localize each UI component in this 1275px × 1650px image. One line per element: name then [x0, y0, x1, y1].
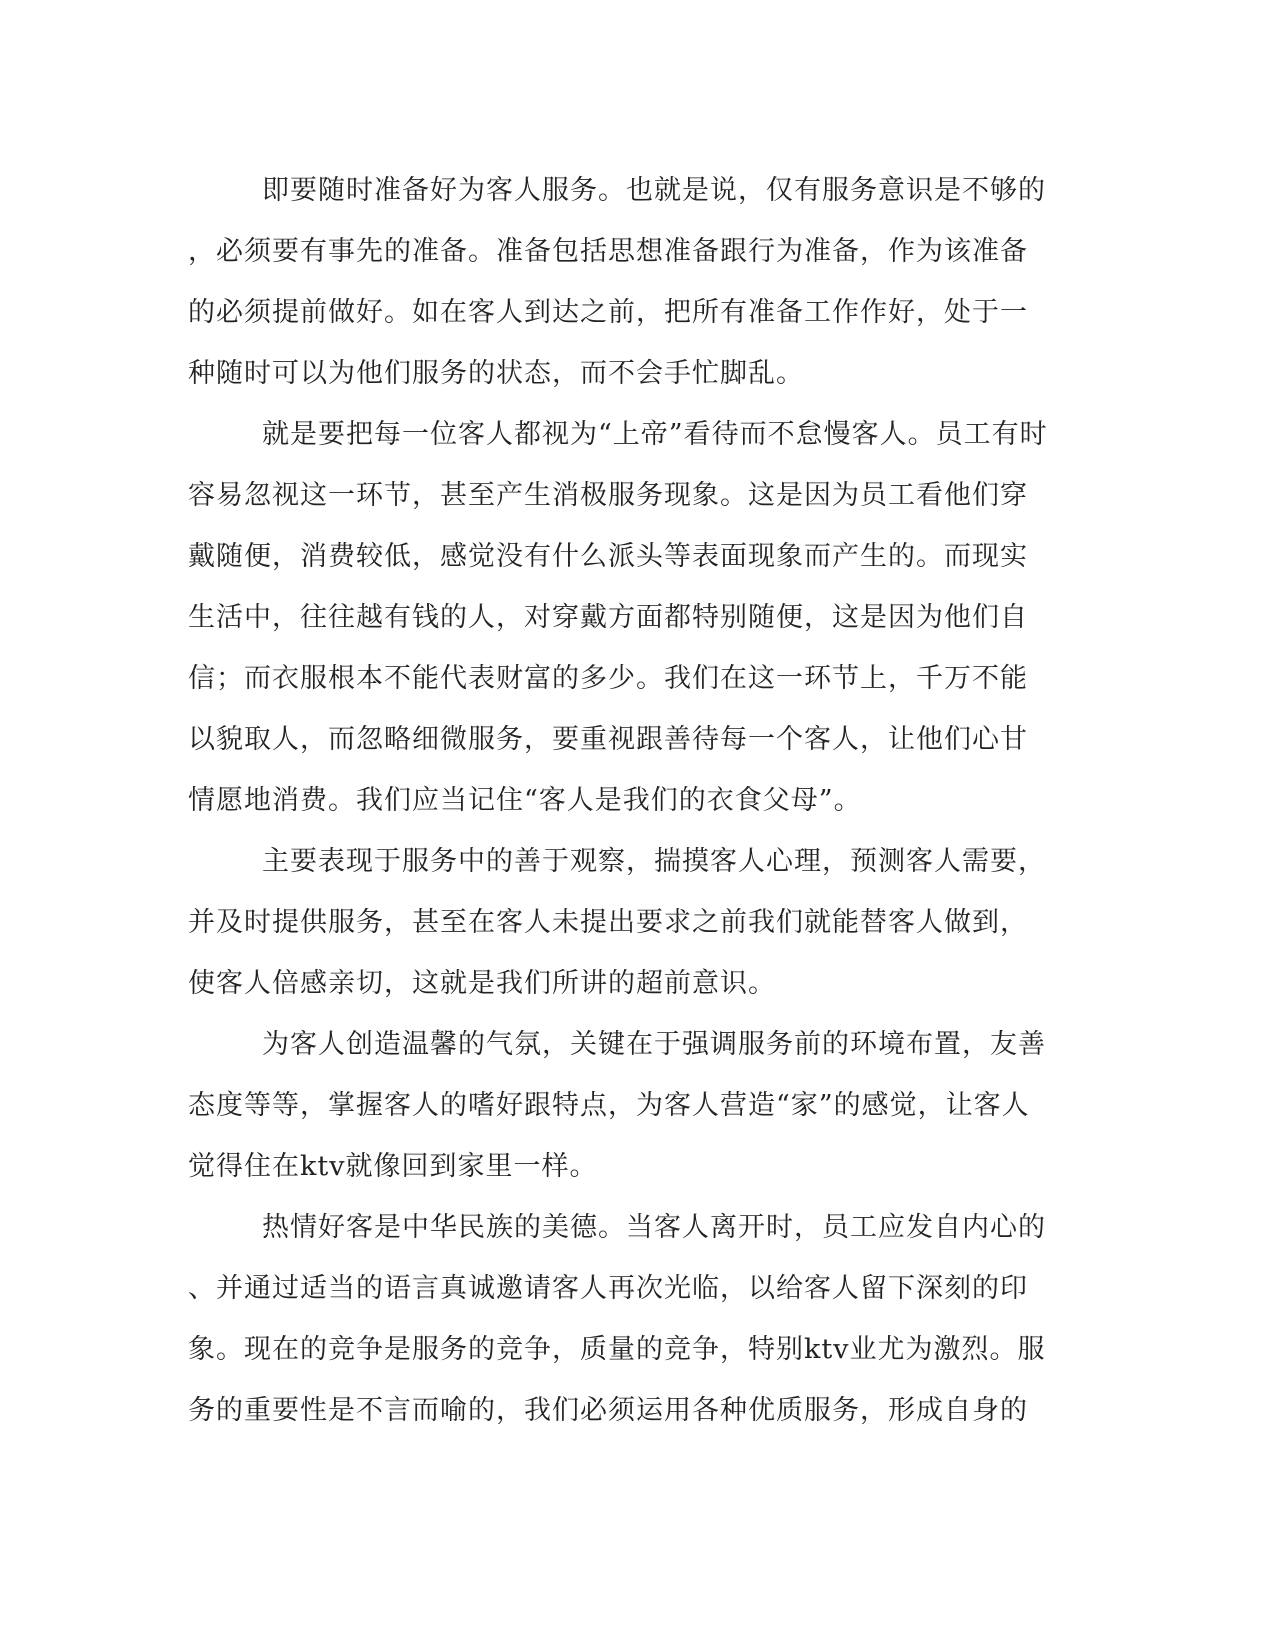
- text-line: 觉得住在ktv就像回到家里一样。: [188, 1151, 598, 1182]
- text-line: ，必须要有事先的准备。准备包括思想准备跟行为准备，作为该准备: [188, 236, 1028, 267]
- text-line: 戴随便，消费较低，感觉没有什么派头等表面现象而产生的。而现实: [188, 541, 1028, 572]
- paragraph-5: [188, 1197, 1088, 1441]
- text-line: 信；而衣服根本不能代表财富的多少。我们在这一环节上，千万不能: [188, 663, 1028, 694]
- text-line: 种随时可以为他们服务的状态，而不会手忙脚乱。: [188, 358, 804, 389]
- text-line: 为客人创造温馨的气氛，关键在于强调服务前的环境布置，友善: [262, 1029, 1046, 1060]
- text-line: 就是要把每一位客人都视为“上帝”看待而不怠慢客人。员工有时: [262, 419, 1048, 450]
- paragraph-4: [188, 1014, 1088, 1197]
- text-line: 生活中，往往越有钱的人，对穿戴方面都特别随便，这是因为他们自: [188, 602, 1028, 633]
- text-line: 容易忽视这一环节，甚至产生消极服务现象。这是因为员工看他们穿: [188, 480, 1028, 511]
- text-line: 的必须提前做好。如在客人到达之前，把所有准备工作作好，处于一: [188, 297, 1028, 328]
- text-line: 即要随时准备好为客人服务。也就是说，仅有服务意识是不够的: [262, 175, 1046, 206]
- document-body: [188, 160, 1088, 1441]
- text-line: 主要表现于服务中的善于观察，揣摸客人心理，预测客人需要，: [262, 846, 1046, 877]
- text-line: 情愿地消费。我们应当记住“客人是我们的衣食父母”。: [188, 785, 862, 816]
- text-line: 以貌取人，而忽略细微服务，要重视跟善待每一个客人，让他们心甘: [188, 724, 1028, 755]
- text-line: 务的重要性是不言而喻的，我们必须运用各种优质服务，形成自身的: [188, 1395, 1028, 1426]
- text-line: 、并通过适当的语言真诚邀请客人再次光临，以给客人留下深刻的印: [188, 1273, 1028, 1304]
- text-line: 并及时提供服务，甚至在客人未提出要求之前我们就能替客人做到，: [188, 907, 1028, 938]
- text-line: 态度等等，掌握客人的嗜好跟特点，为客人营造“家”的感觉，让客人: [188, 1090, 1030, 1121]
- text-line: 象。现在的竞争是服务的竞争，质量的竞争，特别ktv业尤为激烈。服: [188, 1334, 1046, 1365]
- text-line: 使客人倍感亲切，这就是我们所讲的超前意识。: [188, 968, 776, 999]
- paragraph-3: [188, 831, 1088, 1014]
- paragraph-2: [188, 404, 1088, 831]
- text-line: 热情好客是中华民族的美德。当客人离开时，员工应发自内心的: [262, 1212, 1046, 1243]
- paragraph-1: [188, 160, 1088, 404]
